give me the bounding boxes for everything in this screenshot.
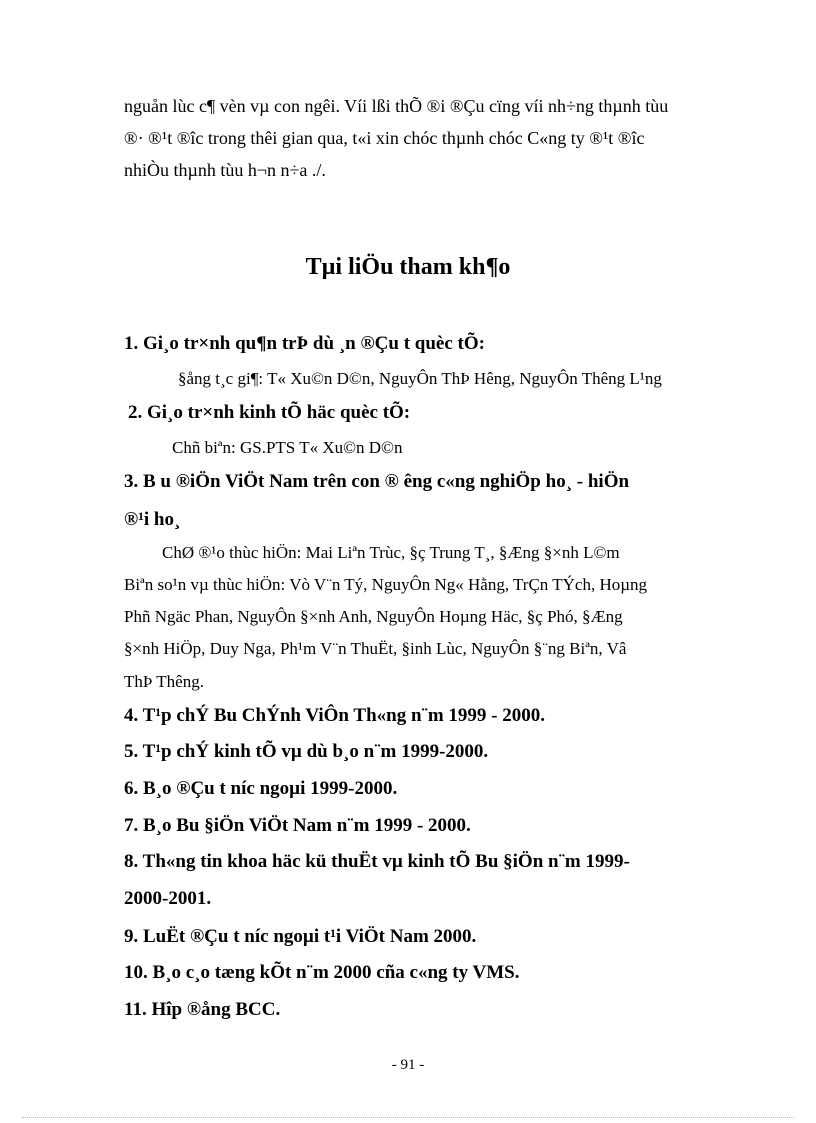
references-heading: Tµi liÖu tham kh¶o: [305, 254, 511, 280]
intro-line-1: nguån lùc c¶ vèn vµ con ngêi. Víi lßi thÕ ®i ®Çu cïng víi nh÷ng thµnh tùu: [124, 96, 669, 116]
reference-7: 7. B¸o Bu §iÖn ViÖt Nam n¨m 1999 - 2000.: [124, 815, 471, 836]
intro-line-3: nhiÒu thµnh tùu h¬n n÷a ./.: [124, 160, 326, 180]
reference-5: 5. T¹p chÝ kinh tÕ vµ dù b¸o n¨m 1999-2000.: [124, 741, 489, 762]
intro-line-2: ®· ®¹t ®îc trong thêi gian qua, t«i xin chóc thµnh chóc C«ng ty ®¹t ®îc: [124, 128, 645, 148]
reference-3-authors-line-4: ThÞ Thêng.: [124, 672, 204, 691]
reference-2: 2. Gi¸o tr×nh kinh tÕ häc quèc tÕ:: [128, 402, 411, 423]
reference-3-director: ChØ ®¹o thùc hiÖn: Mai Liªn Trùc, §ç Trung T¸, §Æng §×nh L©m: [162, 543, 620, 562]
reference-1: 1. Gi¸o tr×nh qu¶n trÞ dù ¸n ®Çu t quèc tÕ:: [124, 333, 485, 354]
reference-3-line-2: ®¹i ho¸: [124, 509, 181, 530]
reference-4: 4. T¹p chÝ Bu ChÝnh ViÔn Th«ng n¨m 1999 - 2000.: [124, 705, 546, 726]
reference-1-authors: §ång t¸c gi¶: T« Xu©n D©n, NguyÔn ThÞ Hêng, NguyÔn Thêng L¹ng: [178, 369, 662, 388]
reference-3-authors-line-2: Phñ Ngäc Phan, NguyÔn §×nh Anh, NguyÔn Hoµng Häc, §ç Phó, §Æng: [124, 607, 623, 626]
page-bottom-rule: [22, 1117, 794, 1118]
reference-2-editor: Chñ biªn: GS.PTS T« Xu©n D©n: [172, 438, 403, 457]
reference-3-authors-line-1: Biªn so¹n vµ thùc hiÖn: Vò V¨n Tý, NguyÔn Ng« Hằng, TrÇn TÝch, Hoµng: [124, 575, 648, 594]
reference-11: 11. Hîp ®ång BCC.: [124, 999, 281, 1020]
reference-3-authors-line-3: §×nh HiÖp, Duy Nga, Ph¹m V¨n ThuËt, §inh Lùc, NguyÔn §¨ng Biªn, Vâ: [124, 639, 627, 658]
reference-8-line-2: 2000-2001.: [124, 888, 212, 909]
reference-10: 10. B¸o c¸o tæng kÕt n¨m 2000 cña c«ng ty VMS.: [124, 962, 520, 983]
reference-3-line-1: 3. B u ®iÖn ViÖt Nam trên con ® êng c«ng nghiÖp ho¸ - hiÖn: [124, 471, 630, 492]
reference-9: 9. LuËt ®Çu t níc ngoµi t¹i ViÖt Nam 2000.: [124, 926, 477, 947]
reference-8-line-1: 8. Th«ng tin khoa häc kü thuËt vµ kinh tÕ Bu §iÖn n¨m 1999-: [124, 851, 630, 872]
reference-6: 6. B¸o ®Çu t níc ngoµi 1999-2000.: [124, 778, 398, 799]
page-number: - 91 -: [391, 1057, 425, 1073]
